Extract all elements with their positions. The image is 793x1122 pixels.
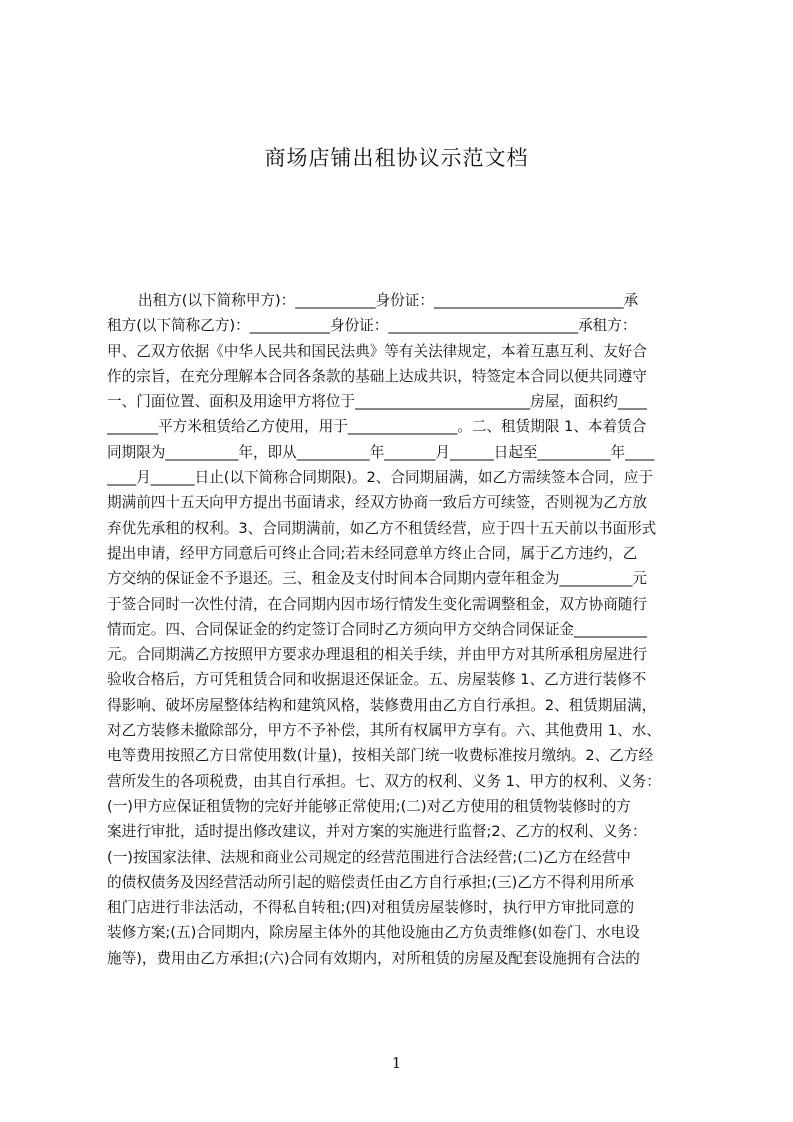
body-line: (一)甲方应保证租赁物的完好并能够正常使用;(二)对乙方使用的租赁物装修时的方 [107,797,631,815]
body-line: 施等)，费用由乙方承担;(六)合同有效期内，对所租赁的房屋及配套设施拥有合法的 [107,949,640,967]
body-line: 营所发生的各项税费，由其自行承担。七、双方的权利、义务 1、甲方的权利、义务： [107,772,661,790]
document-body [107,288,697,971]
body-line: 验收合格后，方可凭租赁合同和收据退还保证金。五、房屋装修 1、乙方进行装修不 [107,671,647,689]
body-line: 一、门面位置、面积及用途甲方将位于________________________房屋，面积约____ [107,393,647,411]
body-line: _______平方米租赁给乙方使用，用于_______________。二、租赁期限 1、本着赁合 [107,418,647,436]
page-number: 1 [391,1054,402,1072]
body-line: ____月______日止(以下简称合同期限)。2、合同期届满，如乙方需续签本合同，应于 [107,469,654,487]
body-line: 情而定。四、合同保证金的约定签订合同时乙方须向甲方交纳合同保证金__________ [107,620,647,638]
body-line: 案进行审批，适时提出修改建议，并对方案的实施进行监督;2、乙方的权利、义务： [107,823,647,841]
body-line: 对乙方装修未撤除部分，甲方不予补偿，其所有权属甲方享有。六、其他费用 1、水、 [107,722,661,740]
body-line: 的债权债务及因经营活动所引起的赔偿责任由乙方自行承担;(三)乙方不得利用所承 [107,873,635,891]
body-line: 出租方(以下简称甲方)：___________身份证：__________________________承 [138,292,639,309]
body-line: (一)按国家法律、法规和商业公司规定的经营范围进行合法经营;(二)乙方在经营中 [107,848,631,866]
body-line: 电等费用按照乙方日常使用数(计量)，按相关部门统一收费标准按月缴纳。2、乙方经 [107,747,654,765]
body-line: 于签合同时一次性付清，在合同期内因市场行情发生变化需调整租金，双方协商随行 [107,595,647,613]
body-line: 租门店进行非法活动，不得私自转租;(四)对租赁房屋装修时，执行甲方审批同意的 [107,899,635,917]
body-line: 得影响、破坏房屋整体结构和建筑风格，装修费用由乙方自行承担。2、租赁期届满， [107,696,657,714]
body-line: 同期限为__________年，即从__________年_______月______日起至__________年____ [107,443,655,461]
body-line: 方交纳的保证金不予退还。三、租金及支付时间本合同期内壹年租金为__________元 [107,570,647,588]
body-line: 作的宗旨，在充分理解本合同各条款的基础上达成共识，特签定本合同以便共同遵守 [107,367,647,385]
body-line: 甲、乙双方依据《中华人民共和国民法典》等有关法律规定，本着互惠互利、友好合 [107,342,647,360]
body-line: 提出申请，经甲方同意后可终止合同;若未经同意单方终止合同，属于乙方违约，乙 [107,544,638,562]
body-line: 元。合同期满乙方按照甲方要求办理退租的相关手续，并由甲方对其所承租房屋进行 [107,646,647,664]
document-title: 商场店铺出租协议示范文档 [264,146,529,170]
body-line: 租方(以下简称乙方)：___________身份证：__________________________承租方： [107,317,637,335]
body-line: 装修方案;(五)合同期内，除房屋主体外的其他设施由乙方负责维修(如卷门、水电设 [107,924,640,942]
body-line: 期满前四十五天向甲方提出书面请求，经双方协商一致后方可续签，否则视为乙方放 [107,494,647,512]
body-line: 弃优先承租的权利。3、合同期满前，如乙方不租赁经营，应于四十五天前以书面形式 [107,519,657,537]
